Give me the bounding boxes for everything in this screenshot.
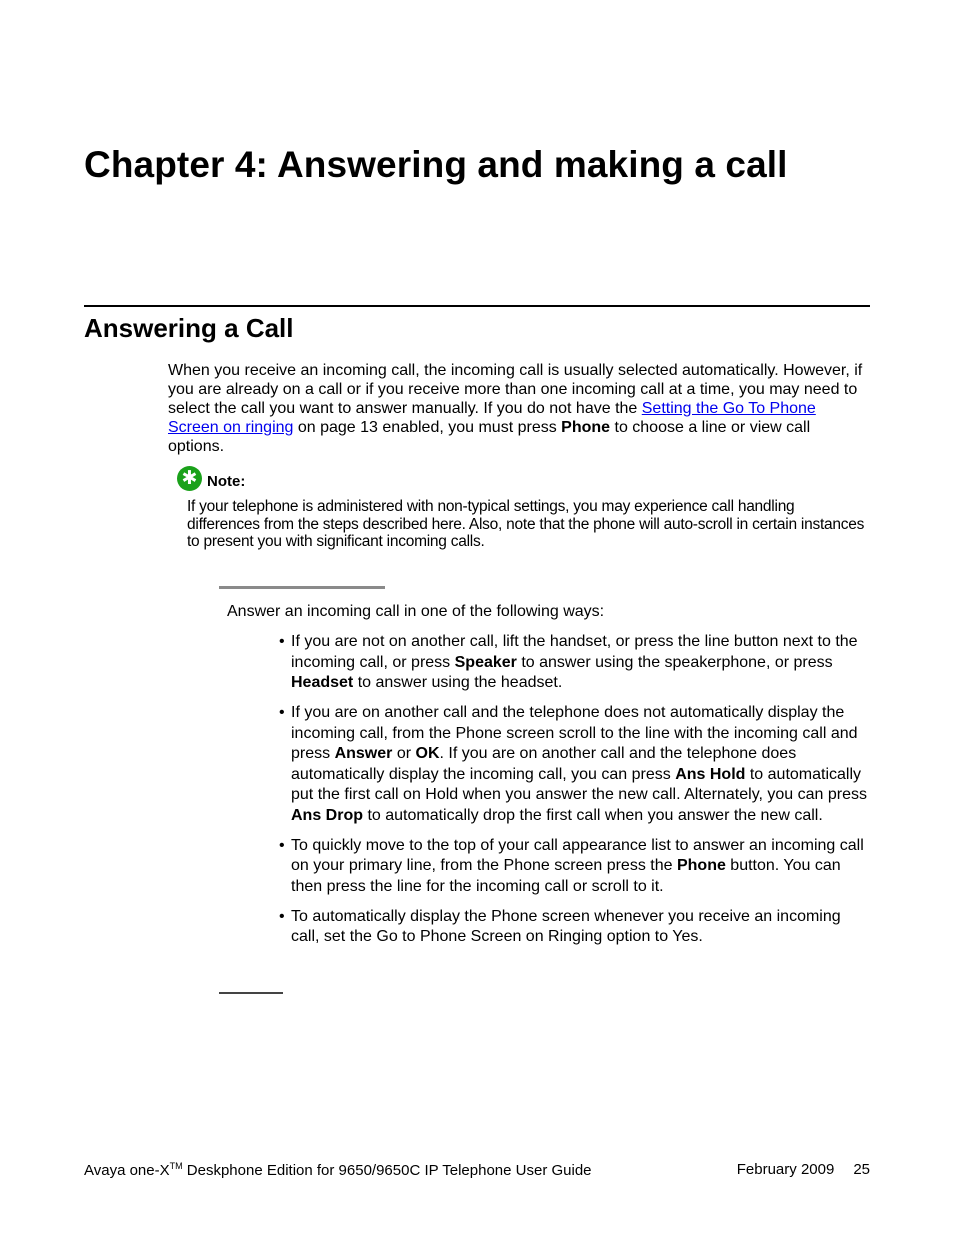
intro-paragraph: [168, 361, 870, 456]
step-text: to answer using the headset.: [353, 674, 563, 691]
chapter-title: Chapter 4: Answering and making a call: [84, 144, 788, 185]
page-number: 25: [853, 1161, 870, 1178]
step-item: [279, 703, 870, 826]
step-item: [279, 907, 870, 948]
footer-date: February 2009: [736, 1161, 835, 1178]
procedure-bottom-rule: [219, 992, 283, 994]
setting-go-to-phone-screen-link[interactable]: Setting the Go To Phone Screen on ringing: [168, 400, 816, 436]
step-text: to answer using the speakerphone, or press: [516, 653, 833, 671]
note-body: If your telephone is administered with non-typical settings, you may experience call handling differences from the steps described here. Also, note that the phone will auto-scroll in certain instances to present you with significant incoming calls.: [187, 498, 865, 550]
section-divider: [84, 305, 870, 307]
intro-phone-key: Phone: [561, 419, 611, 436]
footer-doc-suffix: Deskphone Edition for 9650/9650C IP Telephone User Guide: [182, 1162, 592, 1179]
intro-text-1: When you receive an incoming call, the incoming call is usually selected automatically. However, if you are already on a call or if you receive more than one incoming call at a time, you may need to select the call you want to answer manually. If you do not have the: [168, 362, 863, 417]
trademark-mark: TM: [169, 1161, 183, 1171]
note-label: Note:: [207, 472, 246, 490]
footer-doc-prefix: Avaya one-X: [84, 1162, 170, 1179]
step-item: [279, 632, 870, 694]
section-title: Answering a Call: [84, 313, 294, 343]
step-text: To automatically display the Phone screen whenever you receive an incoming call, set the Go to Phone Screen on Ringing option to Yes.: [291, 907, 841, 945]
ans-hold-key: Ans Hold: [675, 765, 746, 783]
speaker-key: Speaker: [454, 653, 517, 671]
step-text: If you are on another call and the telephone does not automatically display the incoming call, from the Phone screen scroll to the line with the incoming call and press: [291, 704, 858, 762]
step-text: or: [392, 745, 416, 762]
procedure-top-rule: [219, 586, 385, 589]
step-text: If you are not on another call, lift the handset, or press the line button next to the incoming call, or press: [291, 633, 858, 671]
footer-document-title: [84, 1161, 592, 1179]
note-star-icon: ✱: [177, 466, 202, 491]
step-text: to automatically put the first call on Hold when you answer the new call. Alternately, you can press: [291, 765, 868, 803]
procedure-intro: Answer an incoming call in one of the following ways:: [227, 603, 605, 620]
step-text: . If you are on another call and the telephone does automatically display the incoming call, you can press: [291, 745, 797, 783]
headset-key: Headset: [291, 674, 354, 691]
footer-meta: [737, 1161, 870, 1179]
step-item: [279, 836, 870, 898]
note-header: [177, 465, 245, 491]
phone-key: Phone: [676, 857, 726, 874]
intro-text-2: on page 13 enabled, you must press: [293, 419, 562, 436]
step-text: to automatically drop the first call when you answer the new call.: [363, 806, 823, 824]
step-text: button. You can then press the line for the incoming call or scroll to it.: [291, 857, 841, 895]
intro-text-3: to choose a line or view call options.: [168, 419, 811, 455]
answer-key: Answer: [334, 745, 393, 762]
procedure-steps: [279, 632, 870, 957]
page-footer: [84, 1161, 870, 1179]
ok-key: OK: [415, 745, 440, 762]
step-text: To quickly move to the top of your call appearance list to answer an incoming call on your primary line, from the Phone screen press the: [291, 836, 864, 874]
ans-drop-key: Ans Drop: [291, 806, 363, 824]
